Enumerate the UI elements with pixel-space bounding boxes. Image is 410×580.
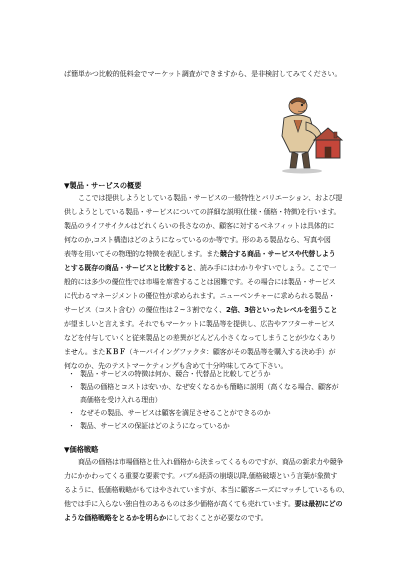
list-item-text: 高価格を受け入れる理由） bbox=[80, 396, 162, 404]
checklist bbox=[64, 368, 354, 433]
paragraph-line: 何なのか、先のテストマーケティングも含めて十分吟味してみて下さい。 bbox=[64, 362, 288, 370]
list-item-text: 製品・サービスの特徴は何か、競合・代替品と比較してどうか bbox=[80, 370, 271, 378]
list-item bbox=[64, 381, 354, 407]
bullet-marker: ・ bbox=[68, 409, 75, 417]
section-heading-pricing-strategy: ▼価格戦略 bbox=[64, 445, 99, 454]
intro-text: ば簡単かつ比較的低料金でマーケット調査ができますから、是非検討してみてください。 bbox=[64, 69, 342, 78]
paragraph-line: 供しようとしている製品・サービスについての詳細な説明(仕様・価格・特徴)を行います。 bbox=[64, 208, 341, 216]
paragraph-line: 製品のライフサイクルはどれくらいの長さなのか、顧客に対するベネフィットは具体的に bbox=[64, 222, 335, 230]
text-run: （キーバイイングファクタ：顧客がその製品等を購入する決め手）が bbox=[125, 348, 336, 356]
paragraph-line: るように、低価格戦略がもてはやされていますが、本当に顧客ニーズにマッチしているもの、 bbox=[64, 486, 349, 494]
product-overview-paragraph bbox=[64, 191, 354, 373]
paragraph-line: 何なのか,コスト構造はどのようになっているのか等です。形のある製品なら、写真や図 bbox=[64, 236, 331, 244]
text-run: 表等を用いてその物理的な特徴を表記します。また bbox=[64, 250, 220, 258]
paragraph-line bbox=[64, 511, 354, 525]
paragraph-line bbox=[64, 345, 354, 359]
text-run: 、読み手にはわかりやすいでしょう。ここで一 bbox=[193, 264, 337, 272]
paragraph-line: 般的には多少の優位性では市場を席巻することは困難です。その場合には製品・サービス bbox=[64, 278, 336, 286]
paragraph-line: 力にかかわってくる重要な要素です。バブル経済の崩壊以降,価格破壊という言葉が象徴す bbox=[64, 472, 338, 480]
section-heading-product-overview: ▼製品・サービスの概要 bbox=[64, 181, 142, 190]
paragraph-line bbox=[64, 497, 354, 511]
list-item bbox=[64, 420, 354, 433]
paragraph-line bbox=[64, 261, 354, 275]
bullet-marker: ・ bbox=[68, 370, 75, 378]
bullet-marker: ・ bbox=[68, 422, 75, 430]
emphasis-text: とする既存の商品・サービスと比較すると bbox=[64, 264, 194, 272]
emphasis-text: 競合する商品・サービスや代替しよう bbox=[219, 250, 336, 258]
list-item bbox=[64, 368, 354, 381]
emphasis-text: ＫＢＦ bbox=[105, 348, 126, 356]
paragraph-line: などを付与していくと従来製品との差異がどんどん小さくなってしまうことが少なくあり bbox=[64, 334, 336, 342]
emphasis-text: ような価格戦略をとるかを明らか bbox=[64, 514, 166, 522]
pricing-strategy-paragraph bbox=[64, 455, 354, 525]
text-run: サービス（コスト含む）の優位性は２~３割でなく、 bbox=[64, 306, 226, 314]
text-run: ません。また bbox=[64, 348, 106, 356]
emphasis-text: 2倍、3倍といったレベルを狙うこと bbox=[225, 306, 338, 314]
paragraph-line: 商品の価格は市場価格と仕入れ価格から決まってくるものですが、商品の新求力や競争 bbox=[78, 458, 344, 466]
list-item-text: なぜその製品、サービスは顧客を満足させることができるのか bbox=[80, 409, 271, 417]
list-item bbox=[64, 407, 354, 420]
text-run: 他では手に入らない独自性のあるものは多少価格が高くても売れています。 bbox=[64, 500, 295, 508]
paragraph-line: ここでは提供しようとしている製品・サービスの一般特性とバリエーション、および提 bbox=[78, 194, 343, 202]
paragraph-line bbox=[64, 247, 354, 261]
list-item-text: 製品の価格とコストは安いか、なぜ安くなるかも簡略に説明（高くなる場合、顧客が bbox=[80, 383, 339, 391]
emphasis-text: 要は最初にどの bbox=[294, 500, 343, 508]
paragraph-line bbox=[64, 303, 354, 317]
paragraph-line: が望ましいと言えます。それでもマーケットに製品等を提供し、広告やアフターサービス bbox=[64, 320, 335, 328]
text-run: にしておくことが必要なのです。 bbox=[166, 514, 268, 522]
paragraph-line: に代わるマネージメントの優位性が求められます。ニューベンチャーに求められる製品・ bbox=[64, 292, 335, 300]
list-item-text: 製品、サービスの保証はどのようになっているか bbox=[80, 422, 230, 430]
bullet-marker: ・ bbox=[68, 383, 75, 391]
man-holding-house-icon bbox=[268, 92, 344, 176]
